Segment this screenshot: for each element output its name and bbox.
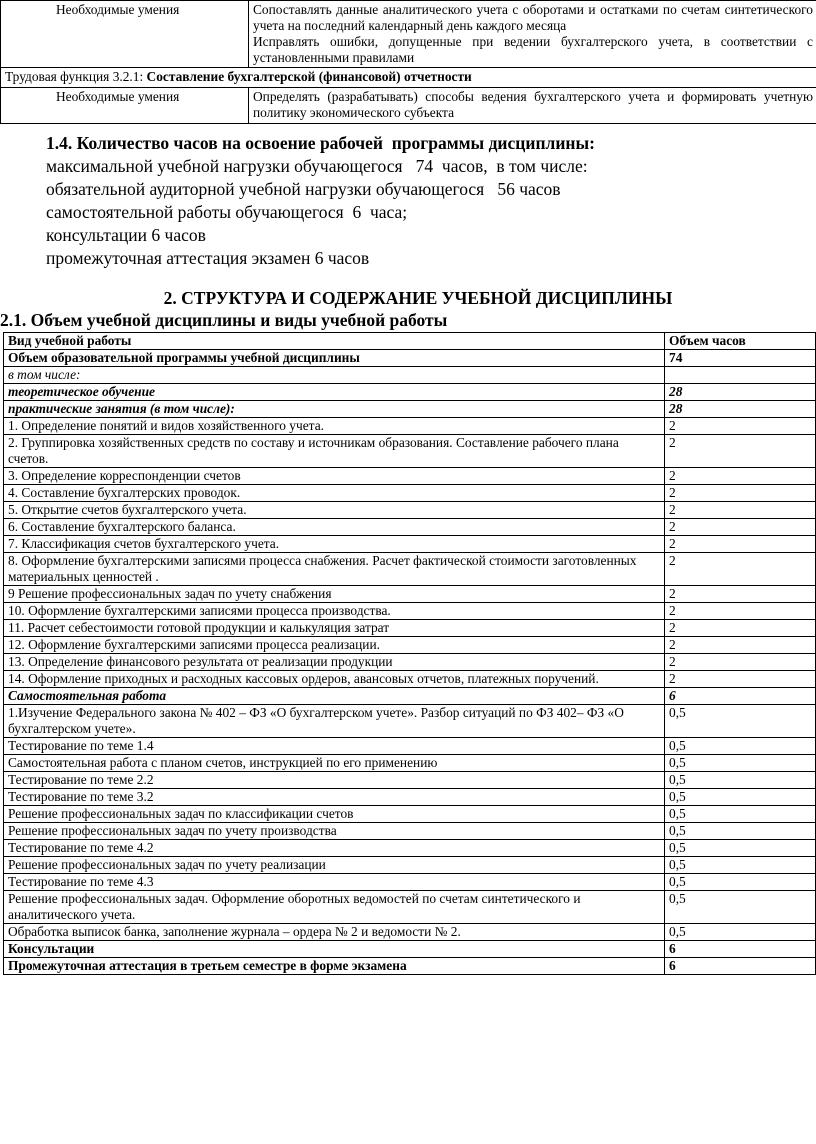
workload-table (3, 332, 816, 975)
hours-cell: 2 (665, 603, 816, 620)
table-row (4, 519, 816, 536)
work-type-cell: 4. Составление бухгалтерских проводок. (4, 485, 665, 502)
work-type-cell: 8. Оформление бухгалтерскими записями процесса снабжения. Расчет фактической стоимости заготовленных материальных ценностей . (4, 553, 665, 586)
work-type-cell: 10. Оформление бухгалтерскими записями процесса производства. (4, 603, 665, 620)
work-type-cell: 5. Открытие счетов бухгалтерского учета. (4, 502, 665, 519)
table-row (4, 688, 816, 705)
competency-row (1, 1, 816, 68)
hours-cell: 2 (665, 435, 816, 468)
hours-cell: 74 (665, 350, 816, 367)
hours-cell: 2 (665, 637, 816, 654)
section-title: 2. СТРУКТУРА И СОДЕРЖАНИЕ УЧЕБНОЙ ДИСЦИПЛИНЫ (163, 288, 673, 308)
hours-cell: 28 (665, 401, 816, 418)
work-type-cell: Решение профессиональных задач. Оформление оборотных ведомостей по счетам синтетического и аналитического учета. (4, 891, 665, 924)
table-row (4, 401, 816, 418)
hours-cell: 0,5 (665, 874, 816, 891)
work-type-cell: Обработка выписок банка, заполнение журнала – ордера № 2 и ведомости № 2. (4, 924, 665, 941)
work-type-cell: 11. Расчет себестоимости готовой продукции и калькуляция затрат (4, 620, 665, 637)
table-row (4, 840, 816, 857)
work-type-cell: практические занятия (в том числе): (4, 401, 665, 418)
subsection-title: 2.1. Объем учебной дисциплины и виды учебной работы (0, 310, 448, 330)
hours-cell: 0,5 (665, 789, 816, 806)
hours-cell: 0,5 (665, 924, 816, 941)
table-row (4, 806, 816, 823)
hours-line: обязательной аудиторной учебной нагрузки обучающегося 56 часов (46, 179, 561, 199)
table-row (4, 924, 816, 941)
work-type-cell: 2. Группировка хозяйственных средств по составу и источникам образования. Составление рабочего плана счетов. (4, 435, 665, 468)
table-row (4, 891, 816, 924)
hours-heading: 1.4. Количество часов на освоение рабочей программы дисциплины: (46, 133, 596, 153)
work-type-cell: теоретическое обучение (4, 384, 665, 401)
hours-cell: 2 (665, 553, 816, 586)
row-label: Необходимые умения (1, 1, 249, 68)
hours-cell: 0,5 (665, 840, 816, 857)
work-type-cell: 14. Оформление приходных и расходных кассовых ордеров, авансовых отчетов, платежных поручений. (4, 671, 665, 688)
table-row (4, 874, 816, 891)
labor-function-prefix: Трудовая функция 3.2.1: (5, 69, 147, 84)
table-row (4, 789, 816, 806)
table-row (4, 485, 816, 502)
table-row (4, 367, 816, 384)
hours-cell: 2 (665, 586, 816, 603)
hours-cell: 0,5 (665, 857, 816, 874)
hours-cell: 2 (665, 536, 816, 553)
hours-cell: 6 (665, 941, 816, 958)
competency-table (0, 0, 816, 124)
skill-text: Исправлять ошибки, допущенные при ведении бухгалтерского учета, в соответствии с установленными правилами (253, 34, 813, 65)
table-row (4, 755, 816, 772)
table-row (4, 637, 816, 654)
hours-cell: 2 (665, 485, 816, 502)
hours-cell: 0,5 (665, 806, 816, 823)
work-type-cell: Тестирование по теме 4.3 (4, 874, 665, 891)
work-type-cell: Тестирование по теме 3.2 (4, 789, 665, 806)
work-type-cell: Консультации (4, 941, 665, 958)
table-row (4, 620, 816, 637)
hours-cell: 2 (665, 620, 816, 637)
table-row (4, 958, 816, 975)
hours-line: консультации 6 часов (46, 225, 206, 245)
table-row (4, 536, 816, 553)
table-row (4, 468, 816, 485)
hours-cell: 0,5 (665, 891, 816, 924)
work-type-cell: Самостоятельная работа с планом счетов, инструкцией по его применению (4, 755, 665, 772)
hours-cell: 2 (665, 468, 816, 485)
work-type-cell: Тестирование по теме 1.4 (4, 738, 665, 755)
table-row (4, 772, 816, 789)
work-type-cell: Промежуточная аттестация в третьем семестре в форме экзамена (4, 958, 665, 975)
row-label: Необходимые умения (1, 88, 249, 124)
table-row (4, 502, 816, 519)
work-type-cell: 6. Составление бухгалтерского баланса. (4, 519, 665, 536)
table-header-row (4, 333, 816, 350)
hours-cell: 28 (665, 384, 816, 401)
table-row (4, 603, 816, 620)
column-header-work-type: Вид учебной работы (4, 333, 665, 350)
table-row (4, 671, 816, 688)
hours-line: самостоятельной работы обучающегося 6 часа; (46, 202, 408, 222)
hours-cell: 2 (665, 502, 816, 519)
labor-function-title: Составление бухгалтерской (финансовой) отчетности (146, 69, 472, 84)
work-type-cell: Решение профессиональных задач по учету производства (4, 823, 665, 840)
table-row (4, 857, 816, 874)
hours-line: промежуточная аттестация экзамен 6 часов (46, 248, 370, 268)
column-header-hours: Объем часов (665, 333, 816, 350)
work-type-cell: 13. Определение финансового результата от реализации продукции (4, 654, 665, 671)
labor-function-row (1, 68, 816, 88)
work-type-cell: 7. Классификация счетов бухгалтерского учета. (4, 536, 665, 553)
hours-cell: 0,5 (665, 823, 816, 840)
hours-cell: 2 (665, 654, 816, 671)
work-type-cell: Решение профессиональных задач по классификации счетов (4, 806, 665, 823)
hours-section (46, 132, 595, 270)
hours-line: максимальной учебной нагрузки обучающегося 74 часов, в том числе: (46, 156, 588, 176)
work-type-cell: Тестирование по теме 4.2 (4, 840, 665, 857)
row-text (249, 1, 816, 68)
table-row (4, 738, 816, 755)
table-row (4, 350, 816, 367)
table-row (4, 418, 816, 435)
work-type-cell: Решение профессиональных задач по учету реализации (4, 857, 665, 874)
table-row (4, 586, 816, 603)
work-type-cell: 3. Определение корреспонденции счетов (4, 468, 665, 485)
table-row (4, 384, 816, 401)
hours-cell: 0,5 (665, 755, 816, 772)
work-type-cell: 12. Оформление бухгалтерскими записями процесса реализации. (4, 637, 665, 654)
hours-cell: 0,5 (665, 705, 816, 738)
table-row (4, 705, 816, 738)
skill-text: Сопоставлять данные аналитического учета с оборотами и остатками по счетам синтетического учета на последний календарный день каждого месяца (253, 2, 813, 33)
hours-cell: 6 (665, 688, 816, 705)
work-type-cell: Тестирование по теме 2.2 (4, 772, 665, 789)
row-text: Определять (разрабатывать) способы ведения бухгалтерского учета и формировать учетную политику экономического субъекта (249, 88, 816, 124)
work-type-cell: Самостоятельная работа (4, 688, 665, 705)
work-type-cell: в том числе: (4, 367, 665, 384)
hours-cell: 2 (665, 418, 816, 435)
table-row (4, 823, 816, 840)
hours-cell: 2 (665, 519, 816, 536)
hours-cell: 2 (665, 671, 816, 688)
work-type-cell: Объем образовательной программы учебной дисциплины (4, 350, 665, 367)
table-row (4, 941, 816, 958)
hours-cell (665, 367, 816, 384)
work-type-cell: 1.Изучение Федерального закона № 402 – ФЗ «О бухгалтерском учете». Разбор ситуаций по ФЗ 402– ФЗ «О бухгалтерском учете». (4, 705, 665, 738)
competency-row (1, 88, 816, 124)
hours-cell: 6 (665, 958, 816, 975)
table-row (4, 553, 816, 586)
table-row (4, 435, 816, 468)
work-type-cell: 1. Определение понятий и видов хозяйственного учета. (4, 418, 665, 435)
table-row (4, 654, 816, 671)
hours-cell: 0,5 (665, 738, 816, 755)
labor-function-cell (1, 68, 816, 88)
work-type-cell: 9 Решение профессиональных задач по учету снабжения (4, 586, 665, 603)
hours-cell: 0,5 (665, 772, 816, 789)
